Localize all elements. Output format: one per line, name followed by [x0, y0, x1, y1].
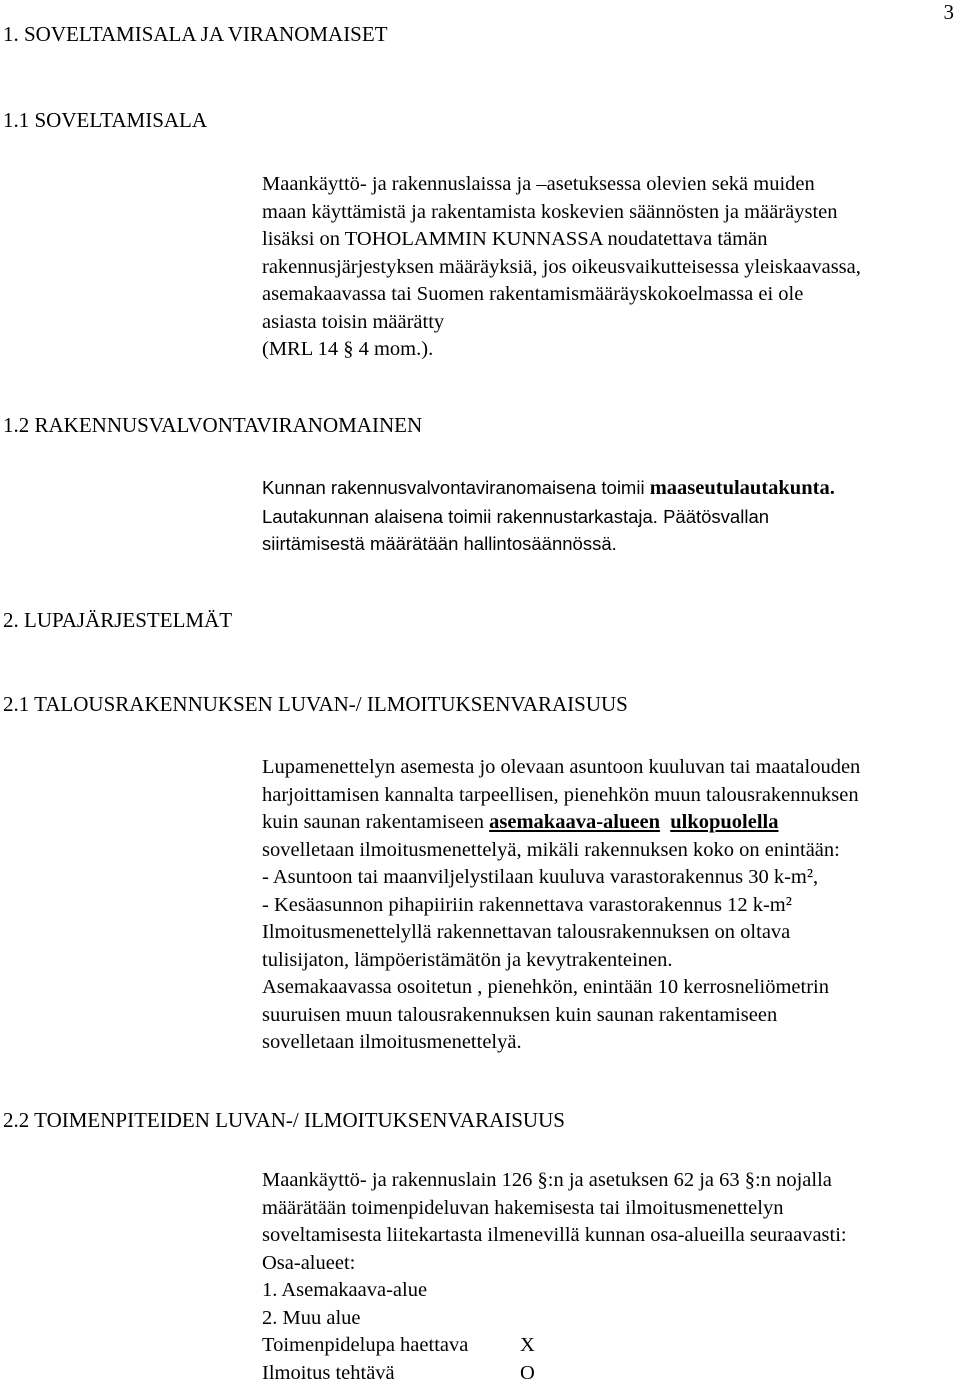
paragraph-soveltamisala [262, 171, 958, 364]
text-line: Lautakunnan alaisena toimii rakennustarkastaja. Päätösvallan [262, 503, 958, 531]
text-line: soveltamisesta liitekartasta ilmenevillä kunnan osa-alueilla seuraavasti: [262, 1222, 958, 1250]
text-line: Asemakaavassa osoitetun , pienehkön, enintään 10 kerrosneliömetrin [262, 974, 958, 1002]
text-line: sovelletaan ilmoitusmenettelyä. [262, 1029, 958, 1057]
text-line: siirtämisestä määrätään hallintosäännössä. [262, 530, 958, 558]
row-value: O [520, 1362, 535, 1384]
heading-2-2: 2.2 TOIMENPITEIDEN LUVAN-/ ILMOITUKSENVARAISUUS [3, 1106, 565, 1134]
text-line: - Asuntoon tai maanviljelystilaan kuuluva varastorakennus 30 k-m², [262, 864, 958, 892]
text-line: Osa-alueet: [262, 1250, 958, 1278]
heading-1-2: 1.2 RAKENNUSVALVONTAVIRANOMAINEN [3, 411, 422, 439]
text-line: 2. Muu alue [262, 1305, 958, 1333]
bold-underlined-term: ulkopuolella [670, 811, 778, 833]
heading-1: 1. SOVELTAMISALA JA VIRANOMAISET [3, 20, 388, 48]
bold-authority: maaseutulautakunta. [650, 477, 835, 499]
text-line: Maankäyttö- ja rakennuslaissa ja –asetuksessa olevien sekä muiden [262, 171, 958, 199]
text-line: Ilmoitusmenettelyllä rakennettavan talousrakennuksen on oltava [262, 919, 958, 947]
text-line: kuin saunan rakentamiseen asemakaava-alueen ulkopuolella [262, 809, 958, 837]
text-line: rakennusjärjestyksen määräyksiä, jos oikeusvaikutteisessa yleiskaavassa, [262, 254, 958, 282]
heading-1-1: 1.1 SOVELTAMISALA [3, 106, 207, 134]
text-line: Lupamenettelyn asemesta jo olevaan asuntoon kuuluvan tai maatalouden [262, 754, 958, 782]
paragraph-toimenpiteet [262, 1167, 958, 1387]
text-line: 1. Asemakaava-alue [262, 1277, 958, 1305]
text-line: asemakaavassa tai Suomen rakentamismääräyskokoelmassa ei ole [262, 281, 958, 309]
text-line: maan käyttämistä ja rakentamista koskevien säännösten ja määräysten [262, 199, 958, 227]
text-line: - Kesäasunnon pihapiiriin rakennettava varastorakennus 12 k-m² [262, 892, 958, 920]
text-line: (MRL 14 § 4 mom.). [262, 336, 958, 364]
table-row [262, 1332, 958, 1360]
paragraph-talousrakennus [262, 754, 958, 1057]
page-number: 3 [944, 0, 955, 24]
text-line: harjoittamisen kannalta tarpeellisen, pienehkön muun talousrakennuksen [262, 782, 958, 810]
row-label: Ilmoitus tehtävä [262, 1360, 520, 1387]
text-line: suuruisen muun talousrakennuksen kuin saunan rakentamiseen [262, 1002, 958, 1030]
heading-2: 2. LUPAJÄRJESTELMÄT [3, 606, 232, 634]
text-line: asiasta toisin määrätty [262, 309, 958, 337]
text-line: määrätään toimenpideluvan hakemisesta tai ilmoitusmenettelyn [262, 1195, 958, 1223]
paragraph-viranomainen [262, 474, 958, 558]
row-label: Toimenpidelupa haettava [262, 1332, 520, 1360]
heading-2-1: 2.1 TALOUSRAKENNUKSEN LUVAN-/ ILMOITUKSENVARAISUUS [3, 690, 628, 718]
row-value: X [520, 1334, 535, 1356]
text-line: Maankäyttö- ja rakennuslain 126 §:n ja asetuksen 62 ja 63 §:n nojalla [262, 1167, 958, 1195]
bold-underlined-term: asemakaava-alueen [489, 811, 660, 833]
text-line: lisäksi on TOHOLAMMIN KUNNASSA noudatettava tämän [262, 226, 958, 254]
text-line: Kunnan rakennusvalvontaviranomaisena toimii maaseutulautakunta. [262, 474, 958, 503]
table-row [262, 1360, 958, 1387]
text-line: tulisijaton, lämpöeristämätön ja kevytrakenteinen. [262, 947, 958, 975]
text-line: sovelletaan ilmoitusmenettelyä, mikäli rakennuksen koko on enintään: [262, 837, 958, 865]
